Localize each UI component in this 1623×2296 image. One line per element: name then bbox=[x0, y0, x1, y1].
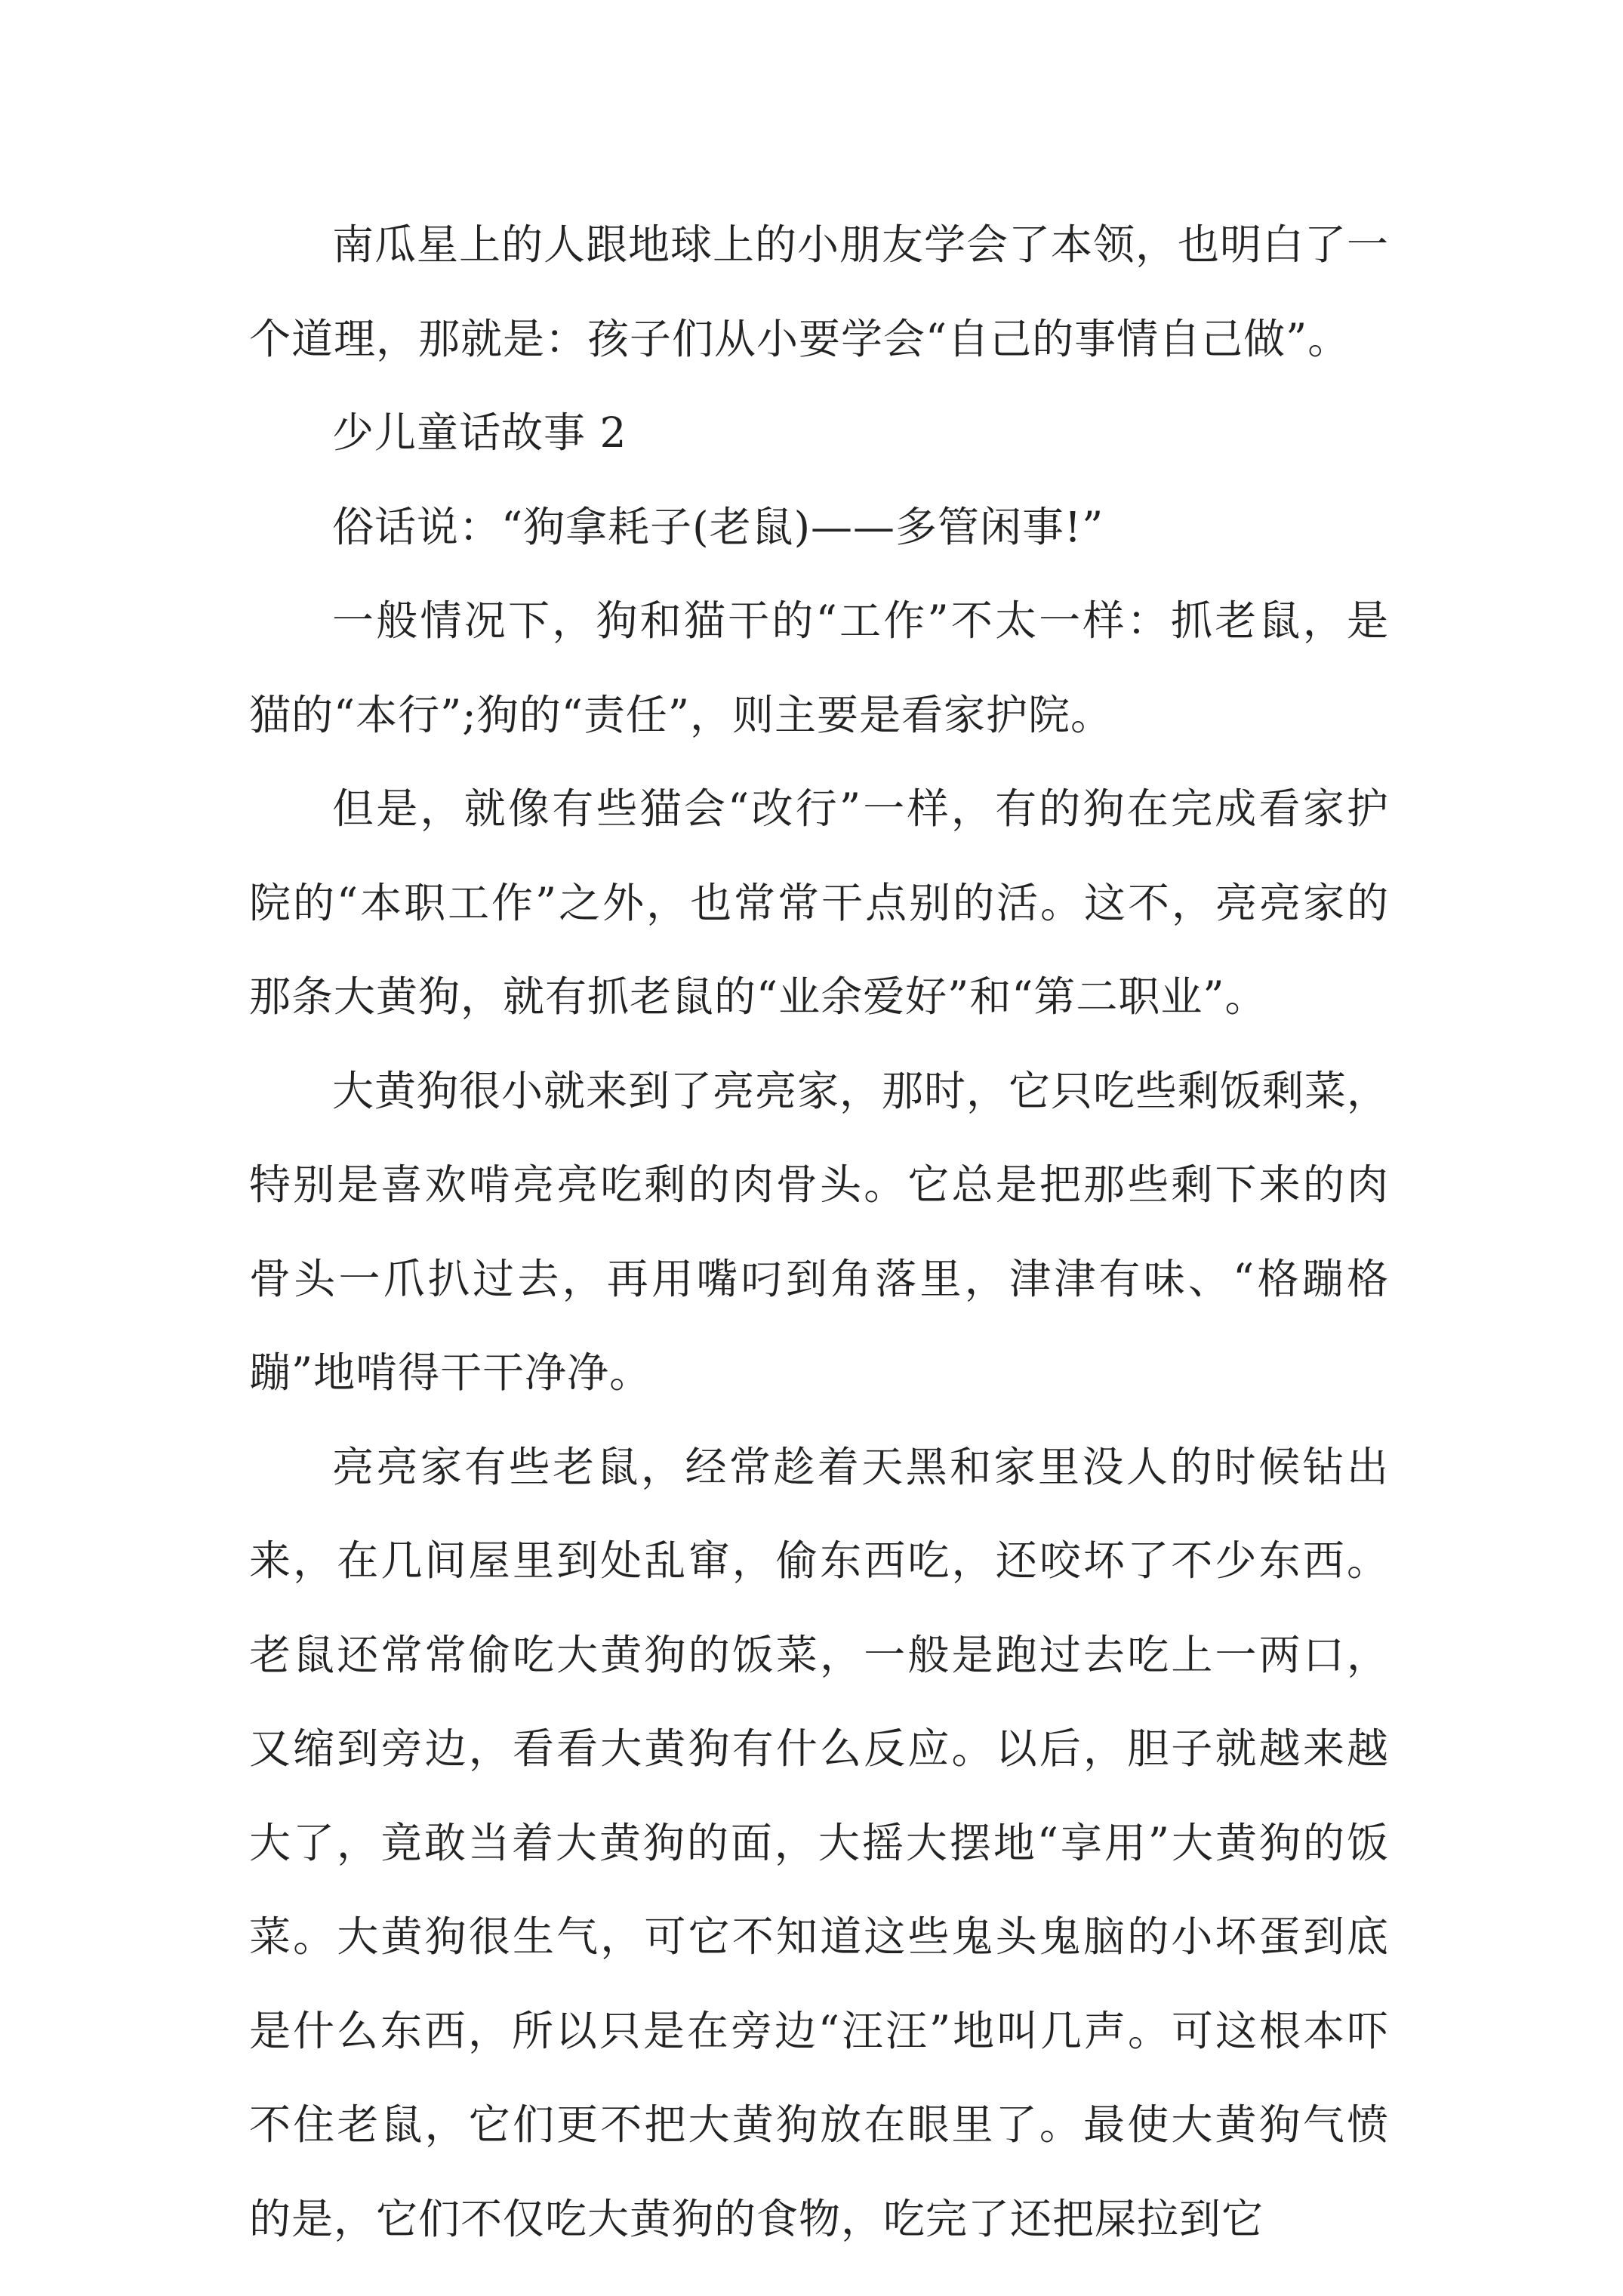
paragraph-3: 一般情况下，狗和猫干的“工作”不太一样：抓老鼠，是猫的“本行”;狗的“责任”，则主要是看家护院。 bbox=[249, 596, 1389, 739]
section-heading: 少儿童话故事 2 bbox=[332, 408, 627, 457]
paragraph-1: 南瓜星上的人跟地球上的小朋友学会了本领，也明白了一个道理，那就是：孩子们从小要学会“自己的事情自己做”。 bbox=[249, 220, 1390, 363]
paragraph-6: 亮亮家有些老鼠，经常趁着天黑和家里没人的时候钻出来，在几间屋里到处乱窜，偷东西吃，还咬坏了不少东西。老鼠还常常偷吃大黄狗的饭菜，一般是跑过去吃上一两口，又缩到旁边，看看大黄狗有什么反应。以后，胆子就越来越大了，竟敢当着大黄狗的面，大摇大摆地“享用”大黄狗的饭菜。大黄狗很生气，可它不知道这些鬼头鬼脑的小坏蛋到底是什么东西，所以只是在旁边“汪汪”地叫几声。可这根本吓不住老鼠，它们更不把大黄狗放在眼里了。最使大黄狗气愤的是，它们不仅吃大黄狗的食物，吃完了还把屎拉到它 bbox=[249, 1442, 1389, 2243]
document-body bbox=[249, 198, 1389, 2266]
paragraph-5: 大黄狗很小就来到了亮亮家，那时，它只吃些剩饭剩菜，特别是喜欢啃亮亮吃剩的肉骨头。它总是把那些剩下来的肉骨头一爪扒过去，再用嘴叼到角落里，津津有味、“格蹦格蹦”地啃得干干净净。 bbox=[249, 1066, 1390, 1397]
paragraph-2: 俗话说：“狗拿耗子(老鼠)——多管闲事!” bbox=[332, 502, 1104, 551]
paragraph-4: 但是，就像有些猫会“改行”一样，有的狗在完成看家护院的“本职工作”之外，也常常干点别的活。这不，亮亮家的那条大黄狗，就有抓老鼠的“业余爱好”和“第二职业”。 bbox=[249, 784, 1389, 1021]
